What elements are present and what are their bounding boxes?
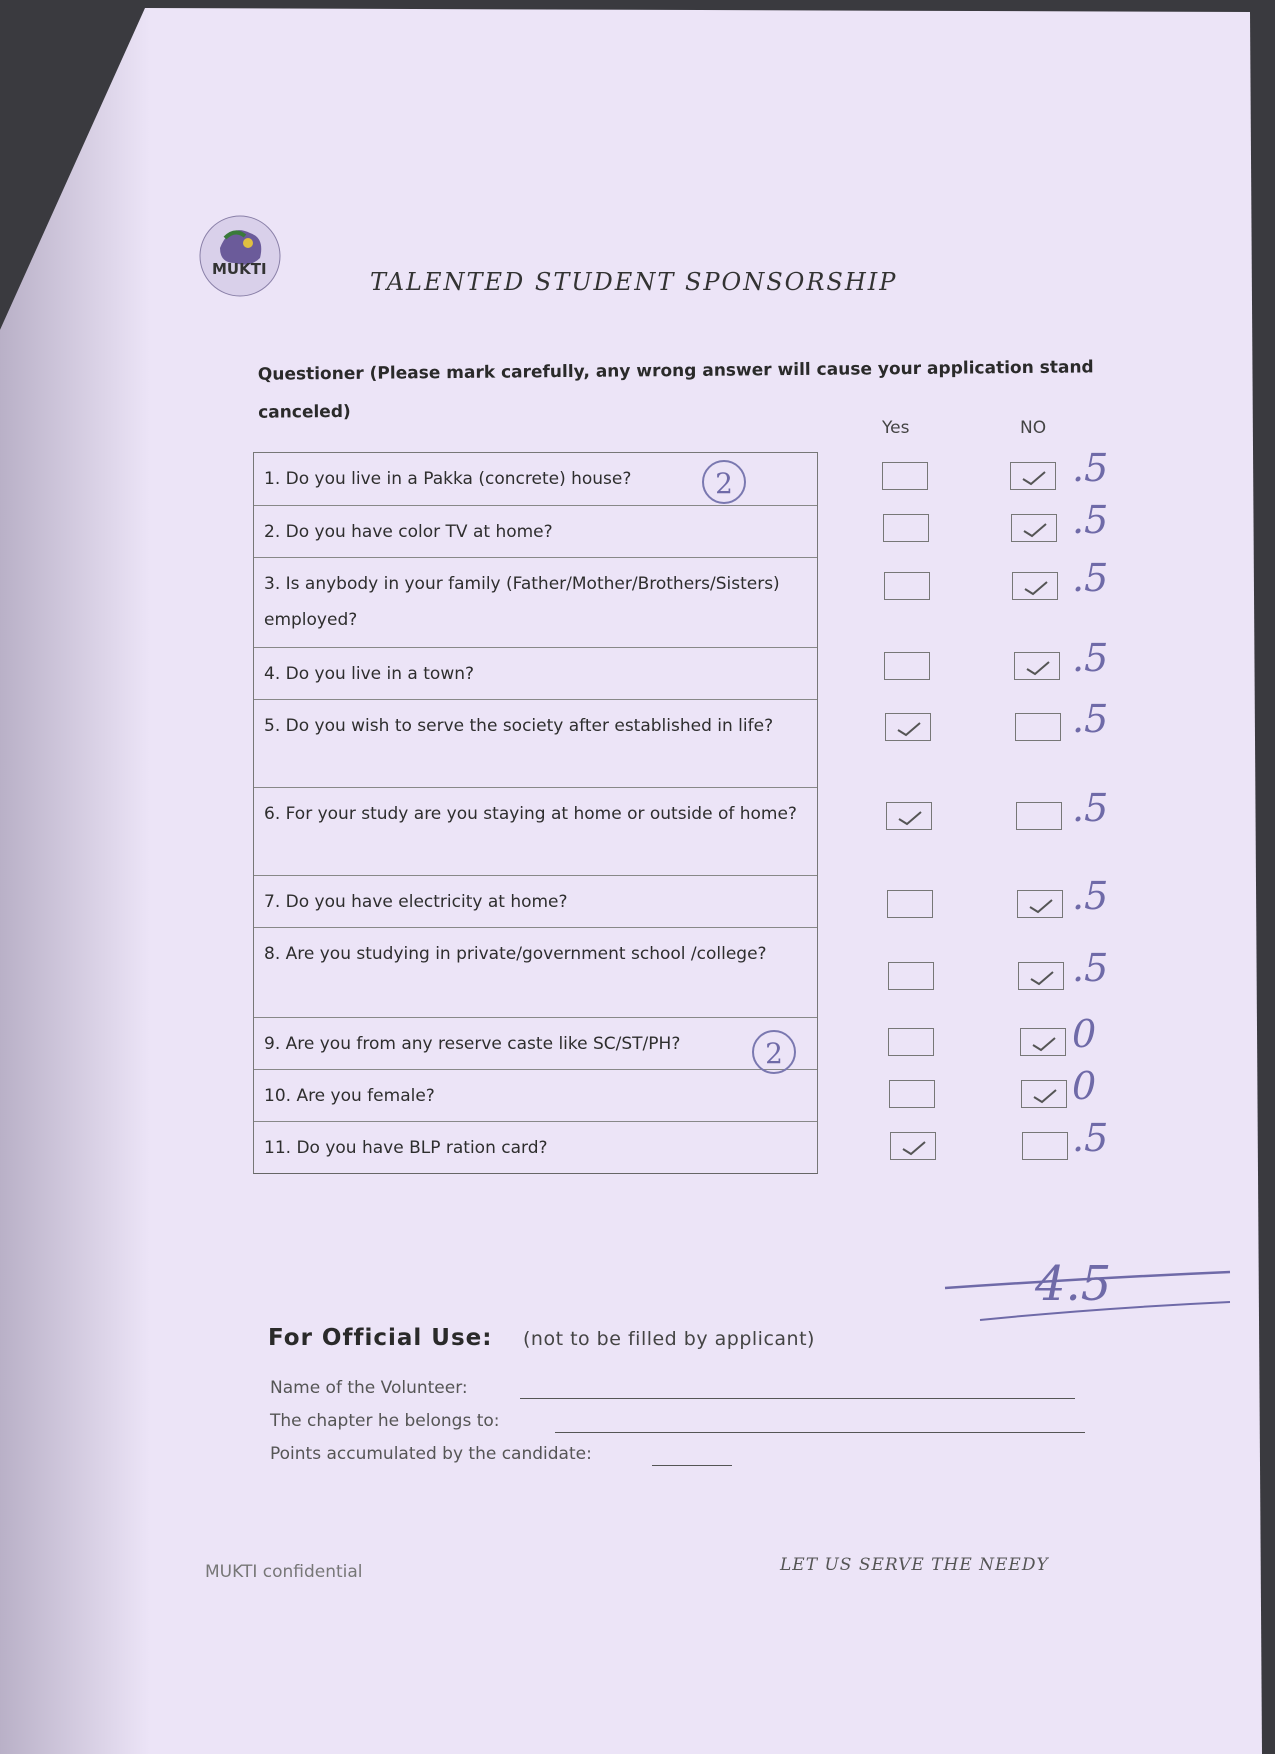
question-score: .5 <box>1072 556 1109 600</box>
no-checkbox[interactable] <box>1011 514 1057 542</box>
question-text: 6. For your study are you staying at home or outside of home? <box>264 804 797 824</box>
no-column-header: NO <box>1020 418 1047 438</box>
question-score: 0 <box>1072 1012 1097 1056</box>
instructions: Questioner (Please mark carefully, any wrong answer will cause your application stand canceled) <box>257 357 1094 423</box>
no-checkbox[interactable] <box>1018 962 1064 990</box>
question-text: 11. Do you have BLP ration card? <box>264 1138 548 1158</box>
question-row <box>254 1017 817 1069</box>
no-checkbox[interactable] <box>1016 802 1062 830</box>
no-checkbox[interactable] <box>1020 1028 1066 1056</box>
yes-checkbox[interactable] <box>884 572 930 600</box>
question-score: .5 <box>1072 1116 1109 1160</box>
yes-checkbox[interactable] <box>889 1080 935 1108</box>
no-checkbox[interactable] <box>1015 713 1061 741</box>
question-row <box>254 927 817 1017</box>
total-score-value: 4.5 <box>1035 1256 1112 1312</box>
question-row <box>254 647 817 699</box>
mukti-logo <box>190 208 290 308</box>
question-score: .5 <box>1072 446 1109 490</box>
yes-checkbox[interactable] <box>886 802 932 830</box>
annotation-circle: 2 <box>702 460 746 504</box>
question-text: 5. Do you wish to serve the society after established in life? <box>264 716 774 736</box>
question-score: 0 <box>1072 1064 1097 1108</box>
question-score: .5 <box>1072 946 1109 990</box>
question-text: 1. Do you live in a Pakka (concrete) house? <box>264 469 632 489</box>
question-text: 9. Are you from any reserve caste like SC/ST/PH? <box>264 1034 681 1054</box>
question-text: 7. Do you have electricity at home? <box>264 892 568 912</box>
question-score: .5 <box>1072 636 1109 680</box>
yes-checkbox[interactable] <box>887 890 933 918</box>
yes-checkbox[interactable] <box>884 652 930 680</box>
yes-column-header: Yes <box>882 418 910 438</box>
no-checkbox[interactable] <box>1021 1080 1067 1108</box>
question-row <box>254 787 817 875</box>
question-score: .5 <box>1072 498 1109 542</box>
question-row <box>254 1069 817 1121</box>
question-row <box>254 875 817 927</box>
official-note: (not to be filled by applicant) <box>523 1328 815 1350</box>
chapter-field[interactable] <box>555 1432 1085 1433</box>
points-field[interactable] <box>652 1465 732 1466</box>
points-label: Points accumulated by the candidate: <box>270 1444 592 1464</box>
annotation-circle: 2 <box>752 1030 796 1074</box>
no-checkbox[interactable] <box>1022 1132 1068 1160</box>
question-score: .5 <box>1072 786 1109 830</box>
official-heading: For Official Use: <box>268 1325 493 1351</box>
question-text: 2. Do you have color TV at home? <box>264 522 553 542</box>
question-table <box>253 452 818 1174</box>
question-text: 8. Are you studying in private/government school /college? <box>264 944 767 964</box>
question-text: 3. Is anybody in your family (Father/Mother/Brothers/Sisters) employed? <box>264 574 780 630</box>
volunteer-field[interactable] <box>520 1398 1075 1399</box>
chapter-label: The chapter he belongs to: <box>270 1411 500 1431</box>
footer-confidential: MUKTI confidential <box>205 1562 363 1582</box>
no-checkbox[interactable] <box>1010 462 1056 490</box>
question-text: 10. Are you female? <box>264 1086 435 1106</box>
footer-motto: LET US SERVE THE NEEDY <box>780 1555 1049 1575</box>
no-checkbox[interactable] <box>1014 652 1060 680</box>
yes-checkbox[interactable] <box>890 1132 936 1160</box>
yes-checkbox[interactable] <box>882 462 928 490</box>
question-row <box>254 1121 817 1173</box>
question-row <box>254 557 817 647</box>
yes-checkbox[interactable] <box>883 514 929 542</box>
yes-checkbox[interactable] <box>885 713 931 741</box>
question-text: 4. Do you live in a town? <box>264 664 475 684</box>
question-row <box>254 699 817 787</box>
no-checkbox[interactable] <box>1012 572 1058 600</box>
form-title: TALENTED STUDENT SPONSORSHIP <box>370 268 898 296</box>
question-score: .5 <box>1072 697 1109 741</box>
yes-checkbox[interactable] <box>888 1028 934 1056</box>
yes-checkbox[interactable] <box>888 962 934 990</box>
paper-shadow <box>0 0 150 1754</box>
no-checkbox[interactable] <box>1017 890 1063 918</box>
total-score <box>940 1250 1240 1360</box>
question-score: .5 <box>1072 874 1109 918</box>
volunteer-label: Name of the Volunteer: <box>270 1378 468 1398</box>
logo-label: MUKTI <box>212 260 267 278</box>
question-row <box>254 505 817 557</box>
